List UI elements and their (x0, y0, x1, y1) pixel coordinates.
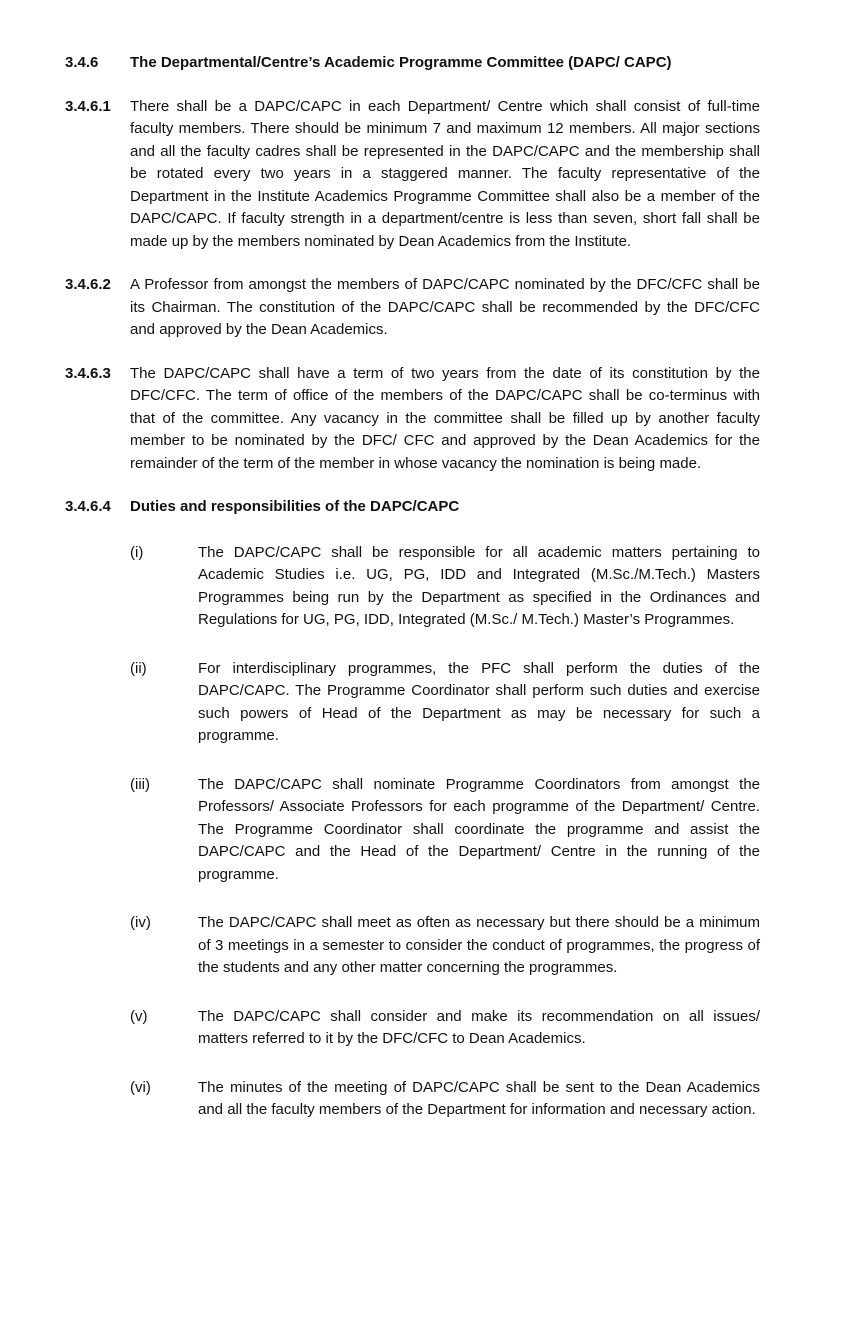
list-item (130, 542, 760, 632)
list-item-label: (v) (130, 1007, 148, 1025)
section-paragraph (65, 96, 760, 254)
list-item (130, 774, 760, 887)
list-item-text: For interdisciplinary programmes, the PFC shall perform the duties of the DAPC/CAPC. The Programme Coordinator shall perform such duties and exercise such powers of Head of the Department as may be necessary for such a programme. (198, 659, 760, 744)
section-title: The Departmental/Centre’s Academic Programme Committee (DAPC/ CAPC) (130, 54, 672, 71)
section-number: 3.4.6.4 (65, 498, 111, 515)
section-heading (65, 496, 760, 519)
list-item-label: (iii) (130, 775, 150, 793)
section-number: 3.4.6.3 (65, 364, 111, 382)
list-item-text: The DAPC/CAPC shall nominate Programme Coordinators from amongst the Professors/ Associate Professors for each programme of the Department/ Centre. The Programme Coordinator shall coordinate the programme and assist the DAPC/CAPC and the Head of the Department/ Centre in the running of the programme. (198, 775, 760, 883)
list-item-label: (ii) (130, 659, 147, 677)
list-item-label: (vi) (130, 1078, 151, 1096)
list-item-text: The minutes of the meeting of DAPC/CAPC shall be sent to the Dean Academics and all the faculty members of the Department for information and necessary action. (198, 1078, 760, 1118)
list-item-label: (i) (130, 543, 144, 561)
list-item (130, 1006, 760, 1051)
section-heading (65, 52, 760, 75)
list-item (130, 912, 760, 980)
list-item-text: The DAPC/CAPC shall consider and make its recommendation on all issues/ matters referred to it by the DFC/CFC to Dean Academics. (198, 1007, 760, 1047)
list-item-label: (iv) (130, 914, 151, 931)
list-item (130, 1077, 760, 1122)
section-title: Duties and responsibilities of the DAPC/CAPC (130, 498, 460, 515)
section-number: 3.4.6.2 (65, 276, 111, 293)
section-number: 3.4.6 (65, 54, 99, 71)
section-number: 3.4.6.1 (65, 97, 111, 115)
list-item-text: The DAPC/CAPC shall be responsible for all academic matters pertaining to Academic Studies i.e. UG, PG, IDD and Integrated (M.Sc./M.Tech.) Masters Programmes being run by the Department as specified in the Ordinances and Regulations for UG, PG, IDD, Integrated (M.Sc./ M.Tech.) Master’s Programmes. (198, 543, 760, 628)
list-item (130, 658, 760, 748)
section-text: The DAPC/CAPC shall have a term of two years from the date of its constitution by the DFC/CFC. The term of office of the members of the DAPC/CAPC shall be co-terminus with that of the committee. Any vacancy in the committee shall be filled up by another faculty member to be nominated by the DFC/ CFC and approved by the Dean Academics for the remainder of the term of the member in whose vacancy the nomination is being made. (130, 364, 760, 472)
section-text: There shall be a DAPC/CAPC in each Department/ Centre which shall consist of full-time faculty members. There should be minimum 7 and maximum 12 members. All major sections and all the faculty cadres shall be represented in the DAPC/CAPC and the membership shall be rotated every two years in a staggered manner. The faculty representative of the Department in the Institute Academics Programme Committee shall also be a member of the DAPC/CAPC. If faculty strength in a department/centre is less than seven, short fall shall be made up by the members nominated by Dean Academics from the Institute. (130, 97, 760, 250)
section-paragraph (65, 363, 760, 476)
duties-list (65, 542, 760, 1122)
section-paragraph (65, 274, 760, 342)
section-text: A Professor from amongst the members of DAPC/CAPC nominated by the DFC/CFC shall be its Chairman. The constitution of the DAPC/CAPC shall be recommended by the DFC/CFC and approved by the Dean Academics. (130, 276, 760, 338)
list-item-text: The DAPC/CAPC shall meet as often as necessary but there should be a minimum of 3 meetings in a semester to consider the conduct of programmes, the progress of the students and any other matter concerning the programmes. (198, 914, 760, 976)
